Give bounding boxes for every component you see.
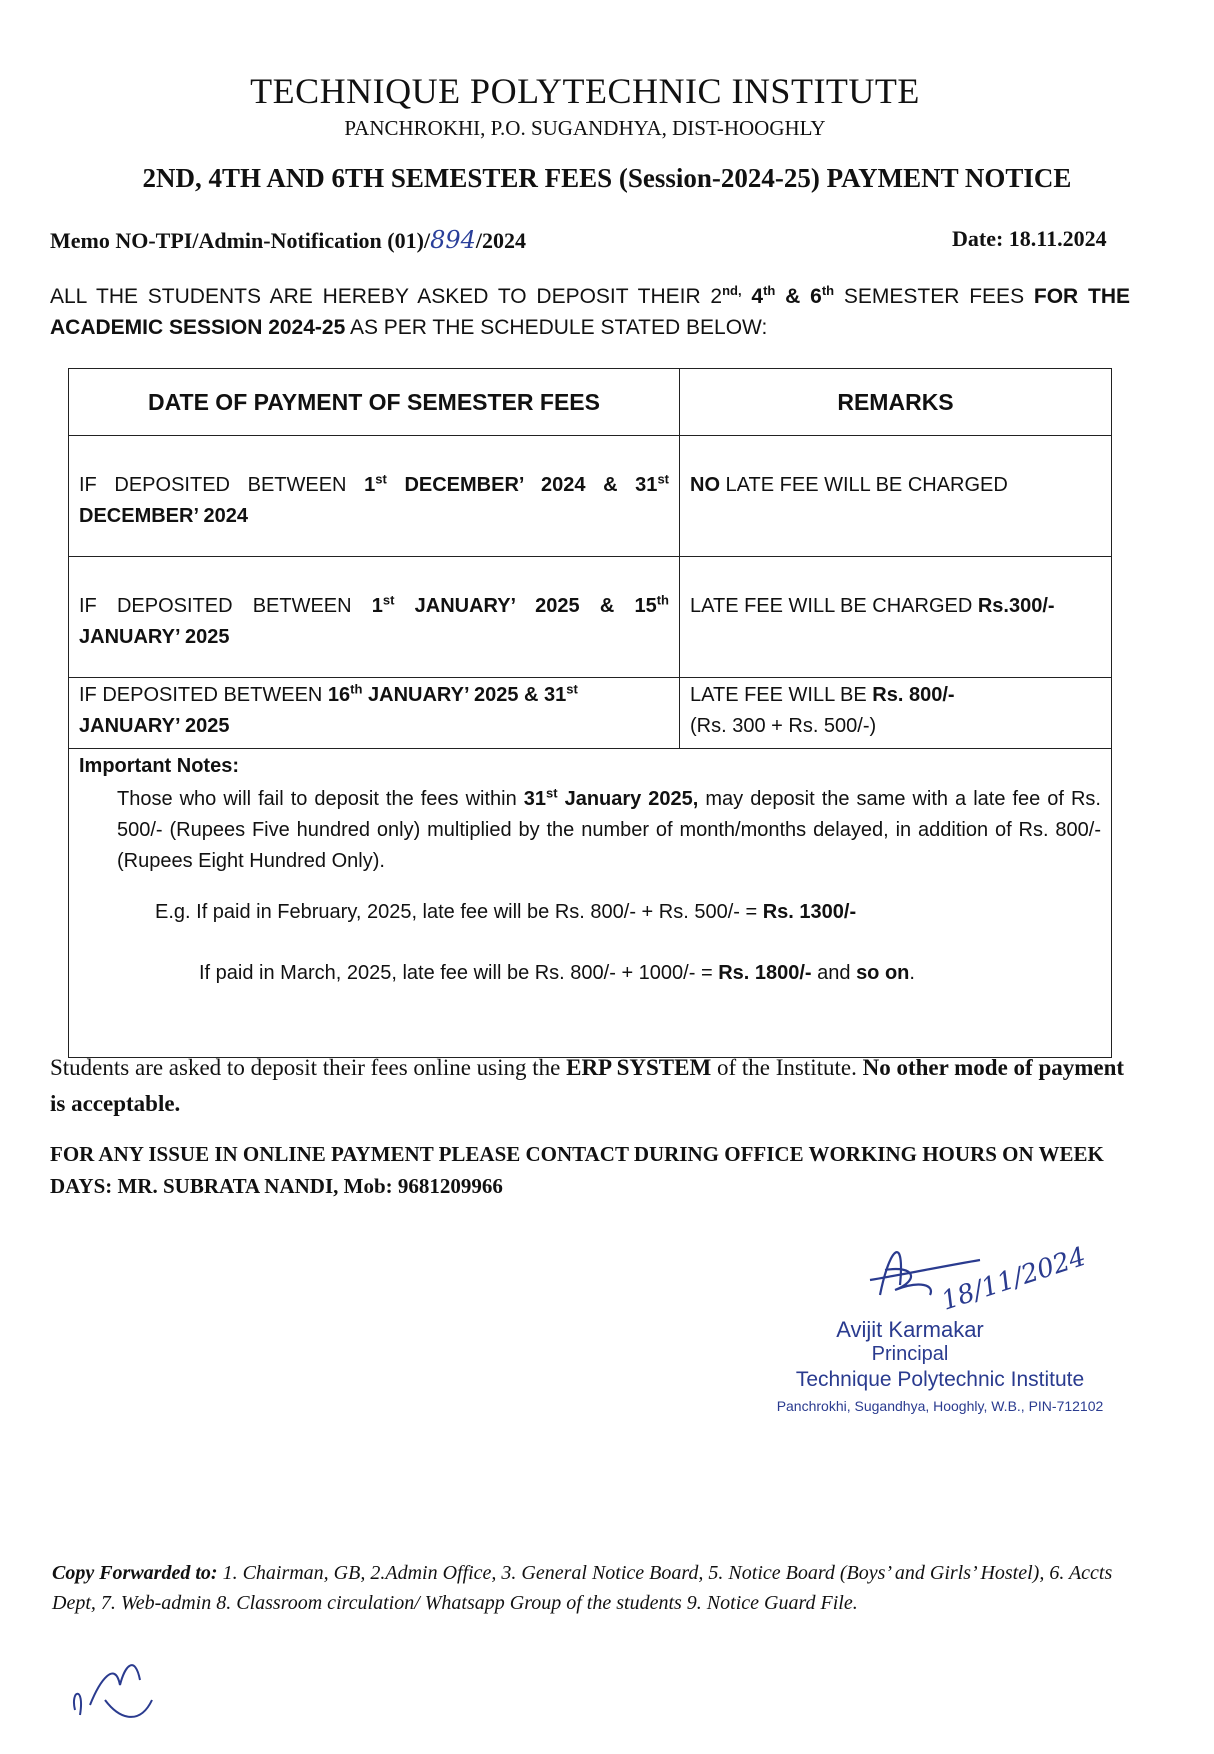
- payment-window-cell: IF DEPOSITED BETWEEN 1st JANUARY’ 2025 & 15th JANUARY’ 2025: [69, 557, 680, 678]
- remark-cell: NO LATE FEE WILL BE CHARGED: [680, 436, 1112, 557]
- notice-date: Date: 18.11.2024: [952, 226, 1107, 251]
- institute-name: TECHNIQUE POLYTECHNIC INSTITUTE: [250, 71, 920, 111]
- principal-signature: [860, 1225, 1090, 1330]
- table-row: [69, 678, 1112, 749]
- example-february: E.g. If paid in February, 2025, late fee will be Rs. 800/- + Rs. 500/- = Rs. 1300/-: [155, 901, 857, 923]
- initials-signature: [60, 1640, 170, 1735]
- table-row: [69, 557, 1112, 678]
- fee-schedule-table: [68, 368, 1112, 1058]
- signatory-address: Panchrokhi, Sugandhya, Hooghly, W.B., PIN-712102: [776, 1398, 1104, 1414]
- memo-handwritten-number: 894: [430, 226, 476, 254]
- notes-paragraph: Those who will fail to deposit the fees within 31st January 2025, may deposit the same with a late fee of Rs. 500/- (Rupees Five hundred only) multiplied by the number of month/months delayed, in addition of Rs. 800/-(Rupees Eight Hundred Only).: [117, 785, 1101, 872]
- table-header-date: DATE OF PAYMENT OF SEMESTER FEES: [69, 369, 680, 436]
- signatory-name: Avijit Karmakar: [836, 1317, 984, 1342]
- notes-row: [69, 749, 1112, 1058]
- payment-window-cell: IF DEPOSITED BETWEEN 16th JANUARY’ 2025 & 31st JANUARY’ 2025: [69, 678, 680, 749]
- table-row: [69, 436, 1112, 557]
- example-march: If paid in March, 2025, late fee will be Rs. 800/- + 1000/- = Rs. 1800/- and so on.: [199, 962, 915, 984]
- important-notes-cell: [69, 749, 1112, 1058]
- signatory-institute: Technique Polytechnic Institute: [795, 1368, 1085, 1391]
- signatory-role: Principal: [871, 1343, 949, 1365]
- remark-cell: LATE FEE WILL BE CHARGED Rs.300/-: [680, 557, 1112, 678]
- payment-window-cell: IF DEPOSITED BETWEEN 1st DECEMBER’ 2024 & 31st DECEMBER’ 2024: [69, 436, 680, 557]
- table-header-row: [69, 369, 1112, 436]
- notes-title: Important Notes:: [79, 755, 239, 777]
- intro-paragraph: ALL THE STUDENTS ARE HEREBY ASKED TO DEPOSIT THEIR $2^{nd,}$ 4th & 6th SEMESTER FEES FOR THE ACADEMIC SESSION 2024-25 AS PER THE SCHEDULE STATED BELOW:: [50, 283, 1131, 339]
- memo-number: Memo NO-TPI/Admin-Notification (01)/894/2024: [50, 226, 526, 254]
- contact-info: FOR ANY ISSUE IN ONLINE PAYMENT PLEASE CONTACT DURING OFFICE WORKING HOURS ON WEEK DAYS: MR. SUBRATA NANDI, Mob: 9681209966: [50, 1142, 1104, 1198]
- remark-cell: LATE FEE WILL BE Rs. 800/- (Rs. 300 + Rs. 500/-): [680, 678, 1112, 749]
- copy-forwarded: Copy Forwarded to: 1. Chairman, GB, 2.Admin Office, 3. General Notice Board, 5. Notice Board (Boys’ and Girls’ Hostel), 6. Accts Dept, 7. Web-admin 8. Classroom circulation/ Whatsapp Group of the students 9. Notice Guard File.: [52, 1562, 1113, 1614]
- erp-instruction: Students are asked to deposit their fees online using the ERP SYSTEM of the Institute. No other mode of payment is acceptable.: [50, 1055, 1125, 1116]
- institute-address: PANCHROKHI, P.O. SUGANDHYA, DIST-HOOGHLY: [344, 116, 826, 140]
- table-header-remarks: REMARKS: [680, 369, 1112, 436]
- signature-date: 18/11/2024: [937, 1241, 1090, 1317]
- notice-title: 2ND, 4TH AND 6TH SEMESTER FEES (Session-2024-25) PAYMENT NOTICE: [142, 163, 1072, 193]
